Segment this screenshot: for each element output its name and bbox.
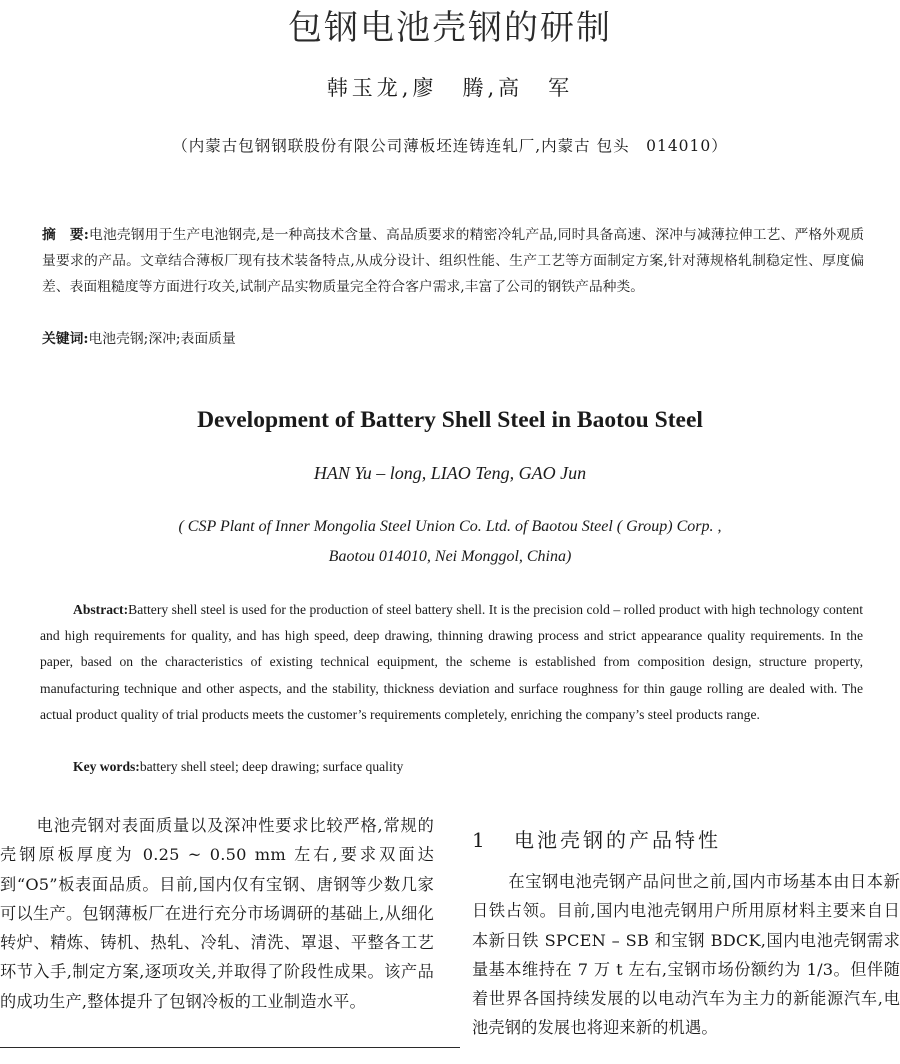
keywords-en-text: battery shell steel; deep drawing; surface quality — [139, 759, 404, 774]
affiliation-en — [0, 512, 900, 572]
affiliation-en-line2: Baotou 014010, Nei Monggol, China) — [328, 548, 572, 565]
body-right-column — [472, 867, 900, 1043]
title-cn: 包钢电池壳钢的研制 — [288, 8, 612, 48]
abstract-en-text: Battery shell steel is used for the production of steel battery shell. It is the precision cold – rolled product with high technology content and high requirements for quality, and has high speed, deep drawing, thinning drawing process and strict appearance quality requirements. In the paper, based on the characteristics of existing technical equipment, the scheme is established from composition design, structure property, manufacturing technique and other aspects, and the stability, thickness deviation and surface roughness for thin gauge rolling are dealed with. The actual product quality of trial products meets the customer’s requirements completely, enriching the company’s steel products range. — [40, 602, 863, 722]
keywords-en-label: Key words: — [73, 759, 140, 774]
section-number: 1 — [472, 828, 488, 852]
bottom-rule — [0, 1047, 460, 1048]
authors-en: HAN Yu – long, LIAO Teng, GAO Jun — [313, 463, 587, 483]
section-title: 电池壳钢的产品特性 — [514, 828, 721, 852]
keywords-cn — [42, 327, 864, 351]
keywords-cn-label: 关键词: — [42, 331, 89, 347]
abstract-cn-label: 摘 要: — [42, 227, 89, 243]
affiliation-cn: （内蒙古包钢钢联股份有限公司薄板坯连铸连轧厂,内蒙古 包头 014010） — [172, 137, 728, 155]
body-left-column — [0, 811, 434, 1016]
abstract-cn — [42, 222, 864, 300]
keywords-en — [73, 755, 863, 779]
section-heading — [472, 824, 900, 853]
abstract-cn-text: 电池壳钢用于生产电池钢壳,是一种高技术含量、高品质要求的精密冷轧产品,同时具备高速、深冲与减薄拉伸工艺、严格外观质量要求的产品。文章结合薄板厂现有技术装备特点,从成分设计、组织性能、生产工艺等方面制定方案,针对薄规格轧制稳定性、厚度偏差、表面粗糙度等方面进行攻关,试制产品实物质量完全符合客户需求,丰富了公司的钢铁产品种类。 — [42, 227, 864, 295]
body-left-text: 电池壳钢对表面质量以及深冲性要求比较严格,常规的壳钢原板厚度为 0.25 ~ 0.50 mm 左右,要求双面达到“O5”板表面品质。目前,国内仅有宝钢、唐钢等少数几家可以生产。包钢薄板厂在进行充分市场调研的基础上,从细化转炉、精炼、铸机、热轧、冷轧、清洗、罩退、平整各工艺环节入手,制定方案,逐项攻关,并取得了阶段性成果。该产品的成功生产,整体提升了包钢冷板的工业制造水平。 — [0, 816, 434, 1011]
affiliation-en-line1: ( CSP Plant of Inner Mongolia Steel Union Co. Ltd. of Baotou Steel ( Group) Corp. , — [178, 518, 722, 535]
abstract-en-label: Abstract: — [73, 602, 129, 617]
authors-cn: 韩玉龙,廖 腾,高 军 — [326, 76, 574, 100]
title-en: Development of Battery Shell Steel in Baotou Steel — [197, 407, 703, 433]
abstract-en — [40, 597, 863, 728]
body-right-text: 在宝钢电池壳钢产品问世之前,国内市场基本由日本新日铁占领。目前,国内电池壳钢用户所用原材料主要来自日本新日铁 SPCEN – SB 和宝钢 BDCK,国内电池壳钢需求量基本维持在 7 万 t 左右,宝钢市场份额约为 1/3。但伴随着世界各国持续发展的以电动汽车为主力的新能源汽车,电池壳钢的发展也将迎来新的机遇。 — [472, 872, 900, 1038]
keywords-cn-text: 电池壳钢;深冲;表面质量 — [88, 331, 236, 347]
